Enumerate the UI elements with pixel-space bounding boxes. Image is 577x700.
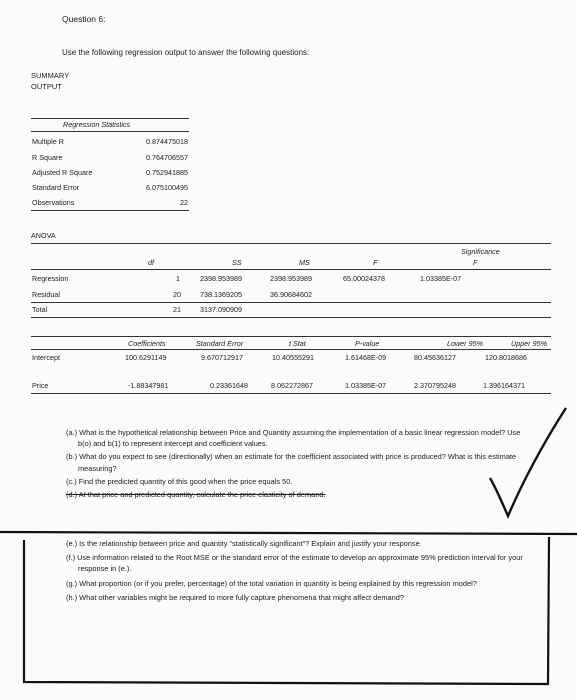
regstats-label-observations: Observations: [32, 198, 75, 207]
question-g: (g.) What proportion (or if you prefer, percentage) of the total variation in quantity is being explained by this regression model?: [66, 578, 477, 588]
question-a: (a.) What is the hypothetical relationship between Price and Quantity assuming the implementation of a basic linear regression model? Use b(o) and b(1) to represent intercept and coefficient values.: [66, 428, 521, 449]
instructions-text: Use the following regression output to answer the following questions:: [62, 48, 310, 57]
regstats-value-observations: 22: [180, 198, 188, 207]
summary-output-label: [31, 70, 69, 92]
regstats-label-adj-r-square: Adjusted R Square: [32, 168, 93, 177]
question-f: (f.) Use information related to the Root MSE or the standard error of the estimate to develop an approximate 95% prediction interval for your response in (e.).: [66, 553, 523, 574]
coef-header-std-error: Standard Error: [196, 339, 244, 348]
coef-label-intercept: Intercept: [32, 353, 60, 362]
regstats-bottom-rule: [31, 210, 189, 211]
regstats-label-std-error: Standard Error: [32, 183, 80, 192]
anova-header-rule: [31, 269, 551, 270]
anova-label-residual: Residual: [32, 290, 60, 299]
regstats-top-rule: [31, 118, 189, 119]
coef-p-price: 1.03385E-07: [345, 381, 387, 390]
coef-p-intercept: 1.61468E-09: [345, 353, 387, 362]
anova-bottom-rule: [31, 317, 551, 318]
anova-df-regression: 1: [176, 274, 180, 283]
coef-se-price: 0.23361648: [210, 381, 248, 390]
coef-header-rule: [31, 349, 551, 350]
anova-df-total: 21: [173, 305, 181, 314]
anova-header-ss: SS: [232, 258, 242, 267]
summary-line-2: OUTPUT: [31, 82, 62, 91]
coef-header-t-stat: t Stat: [289, 339, 306, 348]
question-e: (e.) Is the relationship between price and quantity “statistically significant”? Explain and justify your response.: [66, 539, 422, 548]
anova-header-df: df: [148, 258, 154, 267]
anova-significance-header: Significance: [461, 247, 500, 256]
annotation-horizontal-line: [0, 532, 577, 534]
regstats-title: Regression Statistics: [63, 120, 131, 129]
regstats-value-adj-r-square: 0.752941885: [146, 168, 188, 177]
regstats-label-multiple-r: Multiple R: [32, 137, 64, 146]
coef-se-intercept: 9.670712917: [201, 353, 243, 362]
anova-header-sig-f: F: [473, 258, 478, 267]
coef-header-lower-95: Lower 95%: [447, 339, 483, 348]
questions-block-boxed: [66, 538, 526, 603]
anova-ss-residual: 738.1369205: [200, 290, 242, 299]
regstats-value-multiple-r: 0.874475018: [146, 137, 188, 146]
summary-line-1: SUMMARY: [31, 71, 70, 80]
anova-ms-regression: 2398.953989: [270, 274, 312, 283]
coef-value-price: -1.88347981: [128, 381, 169, 390]
anova-sig-regression: 1.03385E-07: [420, 274, 462, 283]
coef-upper-intercept: 120.8018686: [485, 353, 527, 362]
coef-bottom-rule: [31, 393, 551, 394]
question-title: Question 6:: [62, 14, 106, 24]
question-h: (h.) What other variables might be required to more fully capture phenomena that might affect demand?: [66, 592, 404, 602]
coef-label-price: Price: [32, 381, 49, 390]
coef-upper-price: 1.396164371: [483, 381, 525, 390]
coef-header-p-value: P-value: [355, 339, 380, 348]
anova-ss-total: 3137.090909: [200, 305, 242, 314]
coef-t-price: 8.062272867: [271, 381, 313, 390]
coef-value-intercept: 100.6291149: [125, 353, 167, 362]
coef-t-intercept: 10.40555291: [272, 353, 314, 362]
anova-ms-residual: 36.90684602: [270, 290, 312, 299]
regstats-value-std-error: 6.075100495: [146, 183, 188, 192]
anova-label-regression: Regression: [32, 274, 69, 283]
coef-lower-intercept: 80.45636127: [414, 353, 456, 362]
anova-total-rule: [31, 302, 551, 303]
questions-block-upper: [66, 427, 526, 500]
question-c: (c.) Find the predicted quantity of this good when the price equals 50.: [66, 476, 293, 486]
anova-ss-regression: 2398.953989: [200, 274, 242, 283]
anova-header-ms: MS: [299, 258, 310, 267]
anova-df-residual: 20: [173, 290, 181, 299]
anova-label-total: Total: [32, 305, 48, 314]
coef-header-upper-95: Upper 95%: [511, 339, 547, 348]
regstats-label-r-square: R Square: [32, 153, 63, 162]
anova-top-rule: [31, 243, 551, 244]
regstats-title-rule: [31, 131, 189, 132]
question-d: (d.) At that price and predicted quantity, calculate the price elasticity of demand.: [66, 490, 326, 500]
anova-f-regression: 65.00024378: [343, 274, 385, 283]
coef-lower-price: 2.370795248: [414, 381, 456, 390]
question-b: (b.) What do you expect to see (directionally) when an estimate for the coefficient associated with price is produced? What is this estimate measuring?: [66, 452, 517, 473]
coef-header-coefficients: Coefficients: [128, 339, 166, 348]
anova-header-f: F: [373, 258, 378, 267]
coef-top-rule: [31, 336, 551, 337]
regstats-value-r-square: 0.764706557: [146, 153, 188, 162]
anova-title: ANOVA: [31, 231, 56, 240]
